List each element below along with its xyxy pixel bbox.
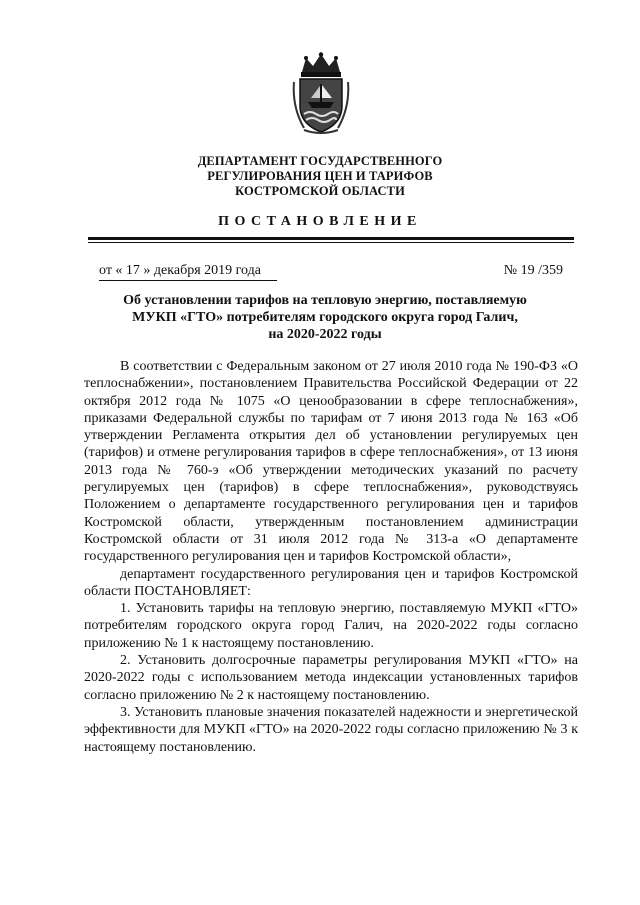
header-divider-thin bbox=[88, 242, 574, 243]
document-type-heading: ПОСТАНОВЛЕНИЕ bbox=[218, 214, 422, 229]
org-line: КОСТРОМСКОЙ ОБЛАСТИ bbox=[235, 184, 405, 198]
title-line: на 2020-2022 годы bbox=[268, 327, 382, 342]
item-paragraph-1: 1. Установить тарифы на тепловую энергию, поставляемую МУКП «ГТО» потребителям городского округа город Галич, на 2020-2022 годы согласно приложению № 1 к настоящему постановлению. bbox=[84, 601, 578, 651]
document-body bbox=[84, 358, 578, 756]
organization-name bbox=[110, 154, 530, 199]
item-paragraph-2: 2. Установить долгосрочные параметры регулирования МУКП «ГТО» на 2020-2022 годы с использованием метода индексации установленных тарифов согласно приложению № 2 к настоящему постановлению. bbox=[84, 653, 578, 703]
resolution-paragraph: департамент государственного регулирования цен и тарифов Костромской области ПОСТАНОВЛЯЕТ: bbox=[84, 566, 578, 599]
preamble-paragraph: В соответствии с Федеральным законом от 27 июля 2010 года № 190-ФЗ «О теплоснабжении», постановлением Правительства Российской Федерации от 22 октября 2012 года № 1075 «О ценообразовании в сфере теплоснабжения», приказами Федеральной службы по тарифам от 7 июня 2013 года № 163 «Об утверждении Регламента открытия дел об установлении регулируемых цен (тарифов) и отмене регулирования тарифов в сфере теплоснабжения», от 13 июня 2013 года № 760-э «Об утверждении методических указаний по расчету регулируемых цен (тарифов) в сфере теплоснабжения», руководствуясь Положением о департаменте государственного регулирования цен и тарифов Костромской области, утвержденным постановлением администрации Костромской области от 31 июля 2012 года № 313-а «О департаменте государственного регулирования цен и тарифов Костромской области», bbox=[84, 359, 578, 565]
date-underline bbox=[99, 280, 277, 281]
title-line: Об установлении тарифов на тепловую энергию, поставляемую bbox=[123, 293, 527, 308]
header-divider bbox=[88, 237, 574, 240]
item-paragraph-3: 3. Установить плановые значения показателей надежности и энергетической эффективности для МУКП «ГТО» на 2020-2022 годы согласно приложению № 3 к настоящему постановлению. bbox=[84, 704, 578, 755]
document-number: № 19 /359 bbox=[503, 263, 563, 278]
coat-of-arms-emblem bbox=[290, 52, 352, 136]
org-line: РЕГУЛИРОВАНИЯ ЦЕН И ТАРИФОВ bbox=[207, 169, 433, 183]
document-title bbox=[90, 292, 560, 343]
org-line: ДЕПАРТАМЕНТ ГОСУДАРСТВЕННОГО bbox=[197, 154, 443, 168]
document-date: от « 17 » декабря 2019 года bbox=[99, 263, 261, 278]
title-line: МУКП «ГТО» потребителям городского округа город Галич, bbox=[132, 310, 518, 325]
